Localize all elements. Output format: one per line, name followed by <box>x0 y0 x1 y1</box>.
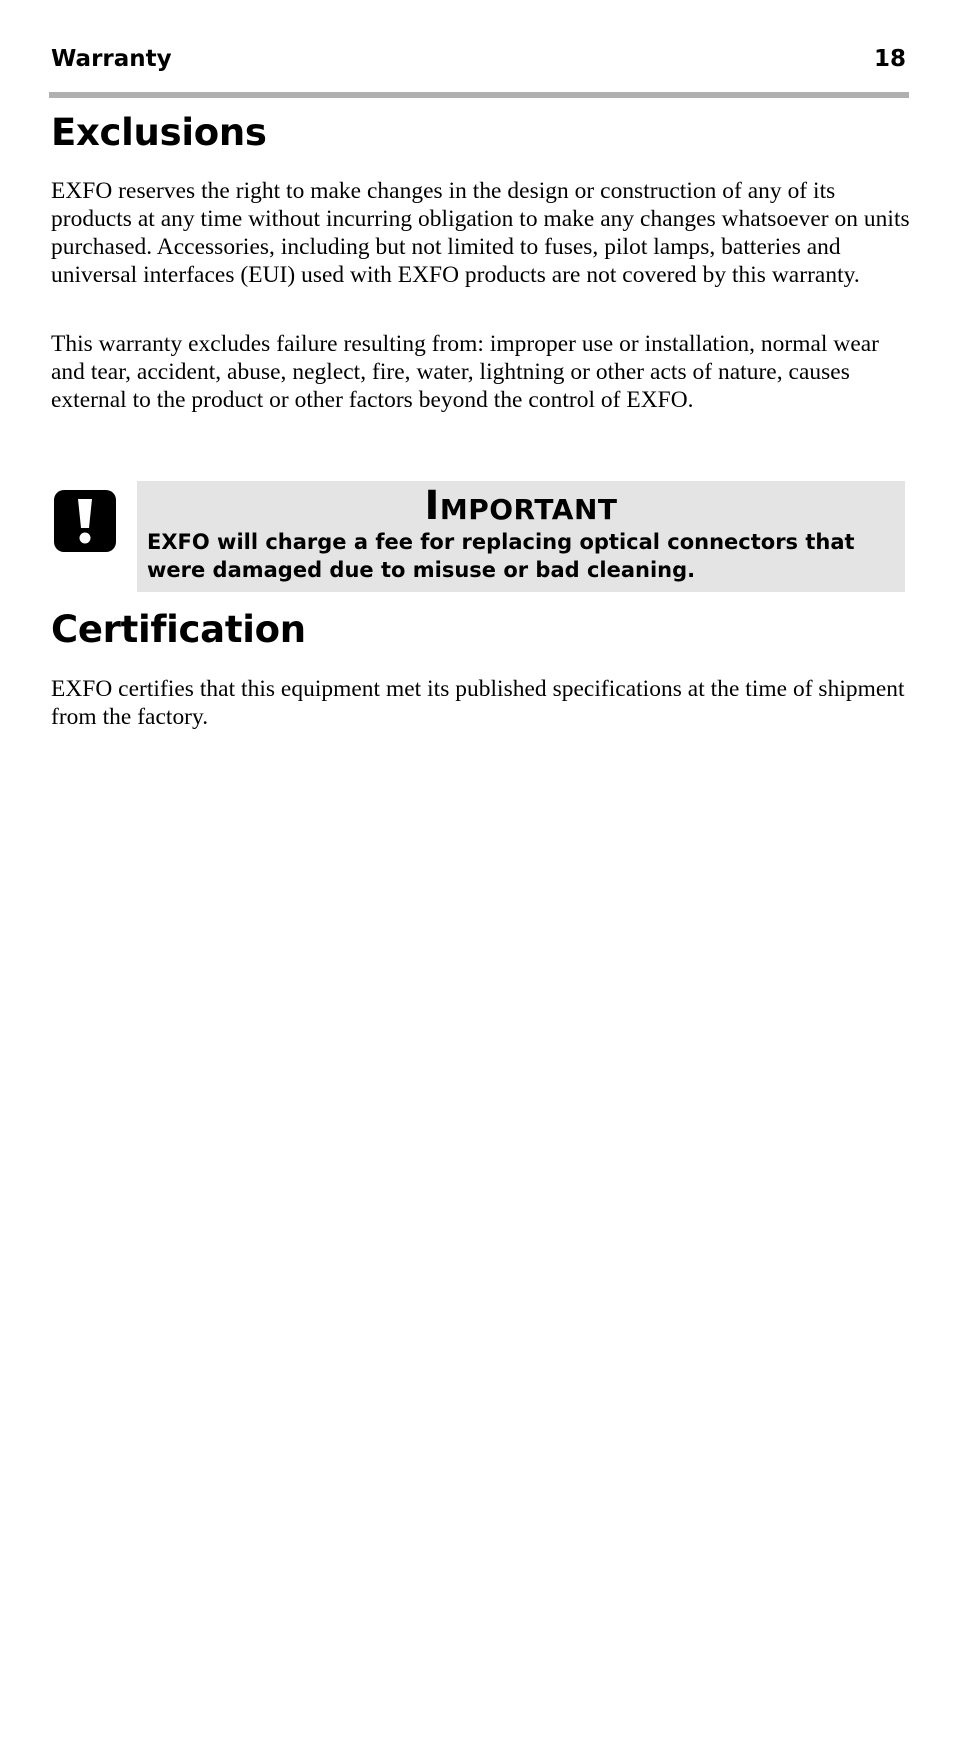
important-text: EXFO will charge a fee for replacing optical connectors that were damaged due to misuse or bad cleaning. <box>147 530 855 582</box>
exclusions-paragraph-2: This warranty excludes failure resulting from: improper use or installation, normal wear and tear, accident, abuse, neglect, fire, water, lightning or other acts of nature, causes external to the product or other factors beyond the control of EXFO. <box>51 331 880 413</box>
certification-paragraph: EXFO certifies that this equipment met its published specifications at the time of shipment from the factory. <box>51 676 905 730</box>
certification-heading: Certification <box>51 608 306 651</box>
exclusions-heading: Exclusions <box>51 111 267 154</box>
header-rule <box>49 92 909 98</box>
exclamation-icon <box>54 490 116 552</box>
exclusions-paragraph-1: EXFO reserves the right to make changes in the design or construction of any of its products at any time without incurring obligation to make any changes whatsoever on units purchased. Accessories, including but not limited to fuses, pilot lamps, batteries and universal interfaces (EUI) used with EXFO products are not covered by this warranty. <box>51 178 910 288</box>
important-title: Important <box>424 483 618 529</box>
important-notice <box>137 481 905 592</box>
page-number: 18 <box>873 46 906 72</box>
page-header <box>51 44 906 74</box>
section-title: Warranty <box>51 46 172 72</box>
